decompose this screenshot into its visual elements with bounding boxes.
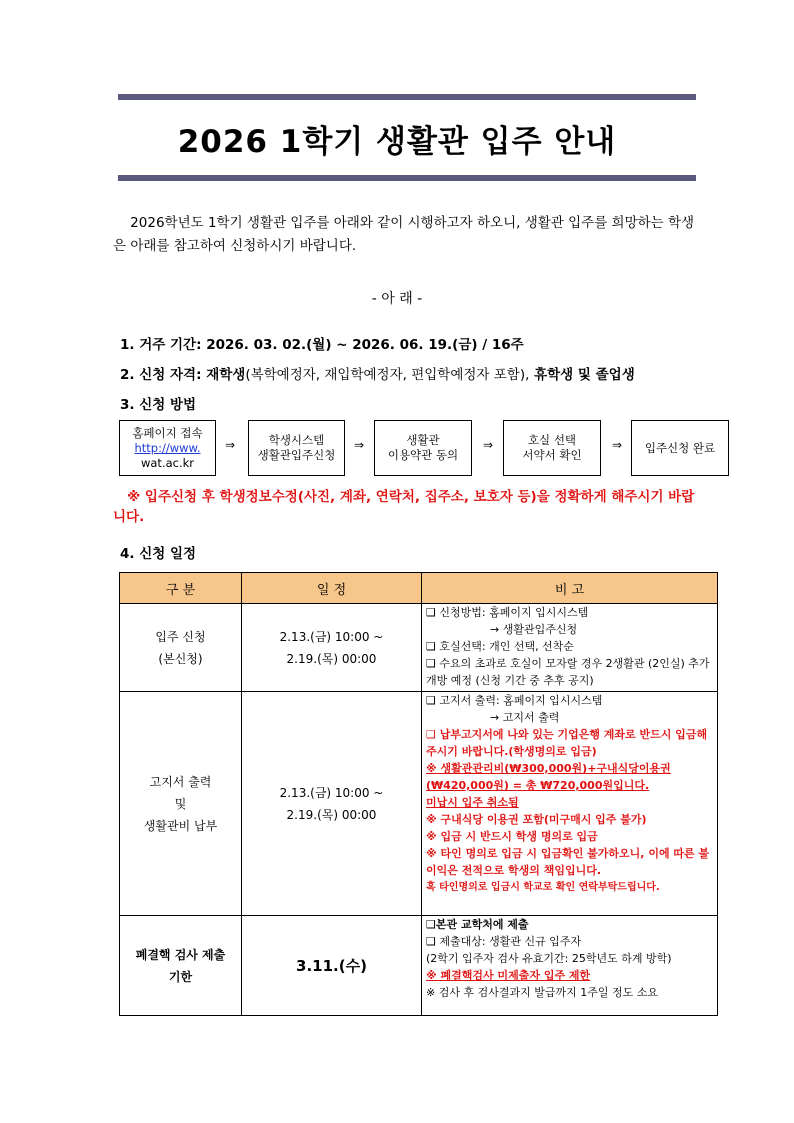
header-category: 구 분: [120, 573, 242, 604]
section-schedule: 4. 신청 일정: [120, 546, 197, 562]
homepage-link[interactable]: http://www.: [134, 440, 201, 455]
row3-category-a: 폐결핵 검사 제출: [135, 947, 226, 962]
eligibility-v1: 재학생: [206, 367, 246, 383]
row1-category-b: (본신청): [158, 651, 203, 666]
residence-label: 1. 거주 기간:: [120, 337, 202, 353]
row2-remark-2: → 고지서 출력: [490, 711, 560, 724]
flow-step-terms-b: 이용약관 동의: [387, 448, 459, 462]
flow-step-homepage-label: 홈페이지 접속: [132, 425, 203, 440]
intro-paragraph: [113, 212, 698, 258]
application-flow: [0, 420, 794, 476]
row3-category: [120, 916, 242, 1016]
flow-arrow-1: ⇒: [225, 438, 236, 452]
row2-schedule-a: 2.13.(금) 10:00 ~: [279, 785, 384, 800]
row2-category: [120, 692, 242, 916]
section-eligibility: [120, 363, 635, 383]
row1-remark-2: → 생활관입주신청: [490, 623, 578, 636]
flow-step-student-system-a: 학생시스템: [268, 433, 325, 447]
flow-step-room-select-a: 호실 선택: [527, 433, 577, 447]
eligibility-v2: (복학예정자, 재입학예정자, 편입학예정자 포함),: [245, 367, 530, 383]
row2-remark-5: 미납시 입주 취소됨: [426, 796, 519, 809]
row3-remark-3: (2학기 입주자 검사 유효기간: 25학년도 하계 방학): [426, 952, 672, 965]
residence-value: 2026. 03. 02.(월) ~ 2026. 06. 19.(금) / 16주: [206, 337, 524, 353]
row3-remark-5: ※ 검사 후 검사결과지 발급까지 1주일 정도 소요: [426, 986, 658, 999]
row2-remark-3: ❑ 납부고지서에 나와 있는 기업은행 계좌로 반드시 입금해주시기 바랍니다.(학생명의로 입금): [426, 728, 708, 758]
info-update-note: [113, 487, 703, 527]
row3-schedule-date: 3.11.(수): [296, 956, 367, 975]
row1-category: [120, 604, 242, 692]
row1-schedule-a: 2.13.(금) 10:00 ~: [279, 629, 384, 644]
flow-step-complete: [631, 420, 729, 476]
table-header-row: [120, 573, 718, 604]
homepage-domain: wat.ac.kr: [140, 455, 195, 470]
info-update-note-text: ※ 입주신청 후 학생정보수정(사진, 계좌, 연락처, 집주소, 보호자 등)을 정확하게 해주시기 바랍니다.: [113, 489, 695, 525]
flow-step-room-select: [503, 420, 601, 476]
row2-remark-8: ※ 타인 명의로 입금 시 입금확인 불가하오니, 이에 따른 불이익은 전적으로 학생의 책임입니다.: [426, 847, 710, 877]
table-row: [120, 604, 718, 692]
row2-category-b: 및: [174, 796, 187, 811]
section-method: 3. 신청 방법: [120, 397, 197, 413]
row2-category-c: 생활관비 납부: [143, 818, 218, 833]
flow-step-homepage: [119, 420, 216, 476]
table-row: [120, 692, 718, 916]
top-divider-bar: [118, 94, 696, 100]
eligibility-v3: 휴학생 및 졸업생: [534, 367, 635, 383]
row2-remark-7: ※ 입금 시 반드시 학생 명의로 입금: [426, 830, 598, 843]
flow-step-complete-label: 입주신청 완료: [644, 440, 716, 455]
row3-schedule: [242, 916, 422, 1016]
row3-remark-4: ※ 폐결핵검사 미제출자 입주 제한: [426, 969, 591, 982]
schedule-table: [119, 572, 718, 1016]
eligibility-label: 2. 신청 자격:: [120, 367, 202, 383]
flow-arrow-3: ⇒: [483, 438, 494, 452]
row1-category-a: 입주 신청: [155, 629, 206, 644]
row3-category-b: 기한: [168, 969, 193, 984]
page-title: 2026 1학기 생활관 입주 안내: [177, 124, 617, 160]
intro-text: 2026학년도 1학기 생활관 입주를 아래와 같이 시행하고자 하오니, 생활관 입주를 희망하는 학생은 아래를 참고하여 신청하시기 바랍니다.: [113, 215, 695, 254]
row1-schedule-b: 2.19.(목) 00:00: [286, 651, 377, 666]
row2-schedule-b: 2.19.(목) 00:00: [286, 807, 377, 822]
row2-remark-4: ※ 생활관관리비(₩300,000원)+구내식당이용권(₩420,000원) = 총 ₩720,000원입니다.: [426, 762, 671, 792]
flow-arrow-2: ⇒: [354, 438, 365, 452]
row1-remark-4: ❑ 수요의 초과로 호실이 모자랄 경우 2생활관 (2인실) 추가 개방 예정 (신청 기간 중 추후 공지): [426, 657, 710, 687]
row1-remark-3: ❑ 호실선택: 개인 선택, 선착순: [426, 640, 574, 653]
flow-step-terms-a: 생활관: [406, 433, 440, 447]
row2-schedule: [242, 692, 422, 916]
row3-remark-2: ❑ 제출대상: 생활관 신규 입주자: [426, 935, 582, 948]
bottom-divider-bar: [118, 175, 696, 181]
flow-step-student-system-b: 생활관입주신청: [257, 448, 336, 462]
row2-remarks: [422, 692, 718, 916]
row3-remarks: [422, 916, 718, 1016]
row2-remark-9: 혹 타인명의로 입금시 학교로 확인 연락부탁드립니다.: [426, 882, 660, 893]
flow-step-room-select-b: 서약서 확인: [522, 448, 582, 462]
row2-remark-6: ※ 구내식당 이용권 포함(미구매시 입주 불가): [426, 813, 647, 826]
section-marker: - 아 래 -: [371, 291, 423, 307]
flow-step-student-system: [248, 420, 345, 476]
row2-category-a: 고지서 출력: [149, 774, 212, 789]
row1-schedule: [242, 604, 422, 692]
flow-step-terms: [374, 420, 472, 476]
header-remarks: 비 고: [422, 573, 718, 604]
row2-remark-1: ❑ 고지서 출력: 홈페이지 입시시스템: [426, 694, 603, 707]
table-row: [120, 916, 718, 1016]
row1-remarks: [422, 604, 718, 692]
header-schedule: 일 정: [242, 573, 422, 604]
flow-arrow-4: ⇒: [612, 438, 623, 452]
section-residence-period: [120, 333, 524, 353]
row1-remark-1: ❑ 신청방법: 홈페이지 입시시스템: [426, 606, 589, 619]
row3-remark-1: ❑본관 교학처에 제출: [426, 918, 529, 931]
